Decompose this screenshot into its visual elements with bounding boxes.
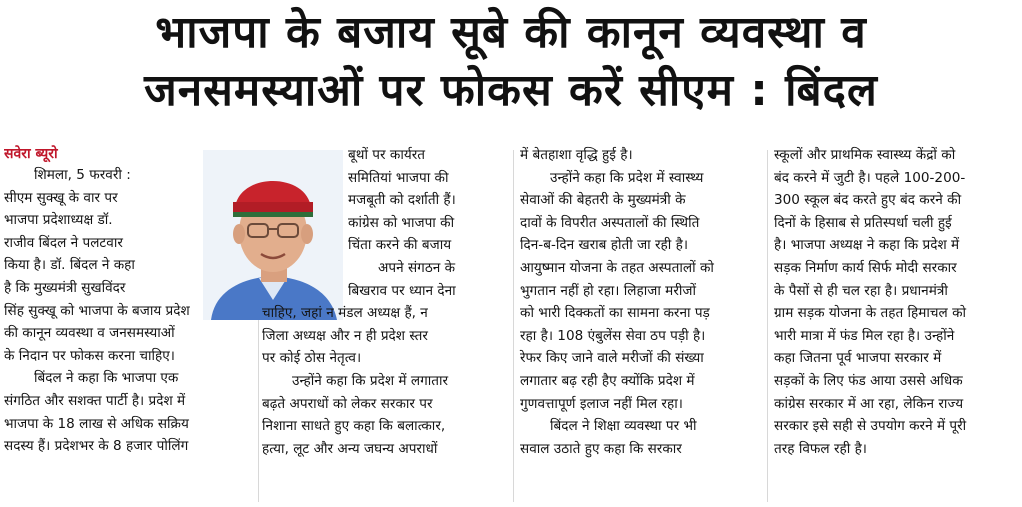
paragraph-line: कांग्रेस को भाजपा की <box>348 214 455 231</box>
paragraph-line: गुणवत्तापूर्ण इलाज नहीं मिल रहा। <box>520 395 683 412</box>
article-column-2 <box>262 144 506 504</box>
paragraph-line: के पैसों से ही चल रहा है। प्रधानमंत्री <box>774 282 948 299</box>
paragraph-line: बढ़ते अपराधों को लेकर सरकार पर <box>262 395 433 412</box>
paragraph-line: बिखराव पर ध्यान देना <box>348 282 456 299</box>
paragraph-line: सवाल उठाते हुए कहा कि सरकार <box>520 440 682 457</box>
paragraph-line: चिंता करने की बजाय <box>348 237 452 254</box>
paragraph-line: दावों के विपरीत अस्पतालों की स्थिति <box>520 214 700 231</box>
article-body <box>4 144 1018 504</box>
paragraph-line: समितियां भाजपा की <box>348 169 449 186</box>
paragraph-line: रहा है। 108 एंबुलेंस सेवा ठप पड़ी है। <box>520 327 706 344</box>
headline <box>0 4 1022 120</box>
paragraph-line: पर कोई ठोस नेतृत्व। <box>262 350 362 367</box>
paragraph-line: को भारी दिक्कतों का सामना करना पड़ <box>520 305 710 322</box>
paragraph-line: संगठित और सशक्त पार्टी है। प्रदेश में <box>4 392 186 409</box>
paragraph-line: भुगतान नहीं हो रहा। लिहाजा मरीजों <box>520 282 697 299</box>
paragraph-line: निशाना साधते हुए कहा कि बलात्कार, <box>262 418 446 435</box>
paragraph-line: सिंह सुक्खू को भाजपा के बजाय प्रदेश <box>4 302 190 319</box>
paragraph-line: उन्होंने कहा कि प्रदेश में लगातार <box>292 372 449 389</box>
paragraph-line: आयुष्मान योजना के तहत अस्पतालों को <box>520 259 714 276</box>
paragraph-line: है कि मुख्यमंत्री सुखविंदर <box>4 279 126 296</box>
paragraph-line: में बेतहाशा वृद्धि हुई है। <box>520 147 633 163</box>
paragraph-line: सरकार इसे सही से उपयोग करने में पूरी <box>774 418 967 435</box>
paragraph-line: किया है। डॉ. बिंदल ने कहा <box>4 257 135 274</box>
paragraph-line: हत्या, लूट और अन्य जघन्य अपराधों <box>262 440 438 457</box>
paragraph-line: तरह विफल रही है। <box>774 440 867 457</box>
paragraph-line: मजबूती को दर्शाती हैं। <box>348 192 456 209</box>
paragraph-line: बिंदल ने शिक्षा व्यवस्था पर भी <box>550 418 697 435</box>
paragraph-line: कांग्रेस सरकार में आ रहा, लेकिन राज्य <box>774 395 964 412</box>
headline-line-1: भाजपा के बजाय सूबे की कानून व्यवस्था व <box>155 7 867 58</box>
paragraph-line: ग्राम सड़क योजना के तहत हिमाचल को <box>774 305 967 322</box>
paragraph-line: राजीव बिंदल ने पलटवार <box>4 234 123 251</box>
article-column-4 <box>774 144 1016 504</box>
byline: सवेरा ब्यूरो <box>4 146 58 162</box>
article-column-3 <box>520 144 759 504</box>
paragraph-line: सदस्य हैं। प्रदेशभर के 8 हजार पोलिंग <box>4 438 189 455</box>
paragraph-line: भाजपा प्रदेशाध्यक्ष डॉ. <box>4 212 113 229</box>
paragraph-line: के निदान पर फोकस करना चाहिए। <box>4 347 175 364</box>
paragraph-line: सेवाओं की बेहतरी के मुख्यमंत्री के <box>520 192 686 209</box>
paragraph-line: 300 स्कूल बंद करते हुए बंद करने की <box>774 192 962 209</box>
paragraph-line: रेफर किए जाने वाले मरीजों की संख्या <box>520 350 704 367</box>
paragraph-line: सड़कों के लिए फंड आया उससे अधिक <box>774 372 963 389</box>
paragraph-line: अपने संगठन के <box>378 259 456 276</box>
paragraph-line: बिंदल ने कहा कि भाजपा एक <box>34 370 179 387</box>
paragraph-line: चाहिए, जहां न मंडल अध्यक्ष हैं, न <box>262 305 428 322</box>
paragraph-line: दिनों के हिसाब से प्रतिस्पर्धा चली हुई <box>774 214 952 231</box>
paragraph-line: लगातार बढ़ रही हैए क्योंकि प्रदेश में <box>520 372 695 389</box>
paragraph-line: उन्होंने कहा कि प्रदेश में स्वास्थ्य <box>550 169 704 186</box>
paragraph-line: बंद करने में जुटी है। पहले 100-200- <box>774 169 966 186</box>
headline-line-2: जनसमस्याओं पर फोकस करें सीएम : बिंदल <box>144 65 878 116</box>
paragraph-line: जिला अध्यक्ष और न ही प्रदेश स्तर <box>262 327 428 344</box>
paragraph-line: भारी मात्रा में फंड मिल रहा है। उन्होंने <box>774 327 955 344</box>
paragraph-line: है। भाजपा अध्यक्ष ने कहा कि प्रदेश में <box>774 237 960 254</box>
paragraph-line: सड़क निर्माण कार्य सिर्फ मोदी सरकार <box>774 259 957 276</box>
paragraph-line: दिन-ब-दिन खराब होती जा रही है। <box>520 237 688 254</box>
article-column-1 <box>4 144 253 504</box>
paragraph-line: कहा जितना पूर्व भाजपा सरकार में <box>774 350 942 367</box>
paragraph-line: की कानून व्यवस्था व जनसमस्याओं <box>4 325 175 342</box>
photo-wrap-text <box>348 144 506 302</box>
paragraph-line: शिमला, 5 फरवरी : <box>34 167 131 183</box>
paragraph-line: भाजपा के 18 लाख से अधिक सक्रिय <box>4 415 189 432</box>
paragraph-line: बूथों पर कार्यरत <box>348 147 426 163</box>
paragraph-line: सीएम सुक्खू के वार पर <box>4 189 118 206</box>
paragraph-line: स्कूलों और प्राथमिक स्वास्थ्य केंद्रों को <box>774 147 956 163</box>
